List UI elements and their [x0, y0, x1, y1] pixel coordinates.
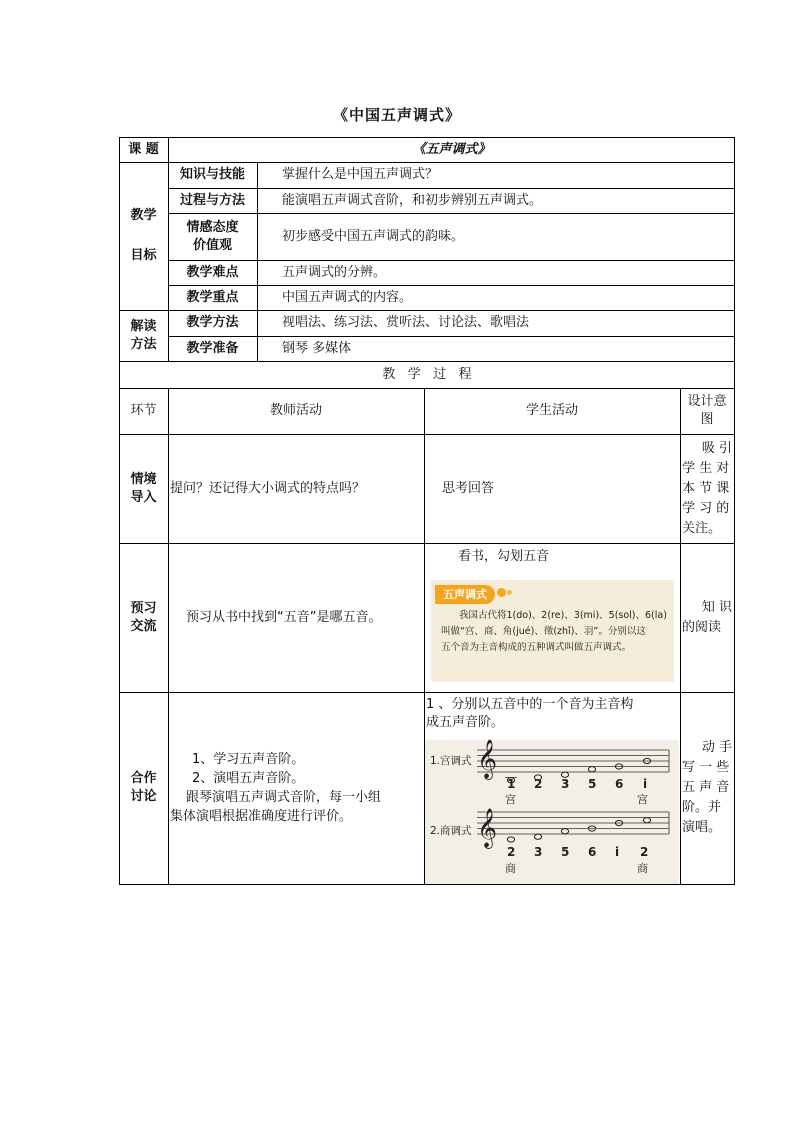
scale-note: 5: [561, 845, 570, 859]
scale-note: 1: [507, 777, 516, 791]
rule: [168, 388, 169, 885]
method-value: 钢琴 多媒体: [282, 340, 352, 356]
textbook-text: 我国古代将1(do)、2(re)、3(mi)、5(sol)、6(la) 叫做“宫、商、角(jué)、徵(zhǐ)、羽”。分别以这 五个音为主音构成的五种调式叫做五声调式。: [441, 610, 667, 653]
scale-label: 1.宫调式: [430, 755, 472, 767]
intent-header: 设计意 图: [687, 394, 727, 427]
rule: [680, 388, 681, 885]
preview-intent: 知 识 的阅读: [682, 599, 732, 635]
cooperate-teacher: 1、学习五声音阶。 2、演唱五声音阶。 跟琴演唱五声调式音阶，每一小组 集体演唱根据准确度进行评价。: [170, 752, 382, 824]
cooperate-student-text: 1 、分别以五音中的一个音为主音构 成五声音阶。: [426, 697, 634, 730]
textbook-tag: 五声调式: [435, 585, 495, 604]
preview-stage: 预习 交流: [130, 600, 157, 634]
rule: [119, 884, 735, 885]
objective-value: 初步感受中国五声调式的韵味。: [282, 228, 465, 244]
scale-note: 2: [534, 777, 543, 791]
scale-note: i: [643, 777, 648, 791]
note-head: [534, 834, 541, 839]
process-title: 教 学 过 程: [382, 366, 472, 382]
scale-note: 3: [534, 845, 543, 859]
treble-clef-icon: 𝄞: [477, 739, 498, 779]
preview-student: 看书，勾划五音: [458, 549, 550, 564]
scale-figure: [425, 740, 679, 884]
scale-start-name: 商: [505, 862, 516, 875]
intro-stage: 情境 导入: [130, 471, 157, 505]
course-value: 《五声调式》: [412, 141, 491, 157]
intro-teacher: 提问？还记得大小调式的特点吗？: [170, 480, 366, 496]
intro-intent: 吸 引 学 生 对 本 节 课 学 习 的 关注。: [682, 440, 732, 536]
rule: [257, 162, 258, 361]
scale-start-name: 宫: [505, 793, 516, 806]
objective-value: 能演唱五声调式音阶，和初步辨别五声调式。: [282, 192, 543, 208]
scale-note: 3: [561, 777, 570, 791]
dot-icon: [497, 588, 506, 597]
objective-label: 知识与技能: [179, 167, 245, 182]
intro-student: 思考回答: [442, 480, 495, 496]
teacher-header: 教师活动: [269, 403, 322, 418]
objective-label: 过程与方法: [179, 192, 245, 208]
student-header: 学生活动: [525, 403, 578, 418]
scale-note: 2: [640, 845, 649, 859]
method-value: 视唱法、练习法、赏听法、讨论法、歌唱法: [282, 315, 530, 330]
objective-label: 教学重点: [186, 289, 239, 305]
dot-icon: [507, 590, 512, 595]
objective-value: 掌握什么是中国五声调式？: [282, 167, 439, 182]
stage-header: 环节: [130, 403, 157, 418]
preview-teacher: 预习从书中找到“五音”是哪五音。: [186, 609, 382, 625]
cooperate-intent: 动 手 写 一 些 五 声 音 阶。并 演唱。: [682, 740, 732, 835]
course-label: 课 题: [128, 141, 159, 157]
interpretation-label: 解读 方法: [130, 318, 157, 352]
cooperate-stage: 合作 讨论: [130, 771, 157, 804]
objective-value: 中国五声调式的内容。: [282, 289, 413, 305]
method-label: 教学方法: [186, 315, 239, 330]
scale-note: 2: [507, 845, 516, 859]
note-head: [643, 818, 650, 823]
objective-label: 教学难点: [186, 264, 239, 280]
scale-label: 2.商调式: [430, 825, 472, 837]
note-head: [507, 837, 514, 842]
treble-clef-icon: 𝄞: [477, 808, 498, 848]
scale-end-name: 商: [637, 862, 648, 875]
scale-end-name: 宫: [637, 793, 648, 806]
scale-note: 6: [588, 845, 597, 859]
objective-value: 五声调式的分辨。: [282, 264, 387, 280]
method-label: 教学准备: [186, 340, 239, 356]
note-head: [588, 767, 595, 772]
textbook-excerpt: [431, 580, 674, 682]
scale-note: i: [615, 845, 620, 859]
rule: [734, 137, 735, 885]
objective-label: 情感态度 价值观: [186, 219, 239, 253]
note-head: [561, 829, 568, 834]
scale-note: 6: [615, 777, 624, 791]
objectives-label: 教学 目标: [130, 208, 157, 263]
document-title: 《中国五声调式》: [332, 106, 461, 124]
scale-note: 5: [588, 777, 597, 791]
